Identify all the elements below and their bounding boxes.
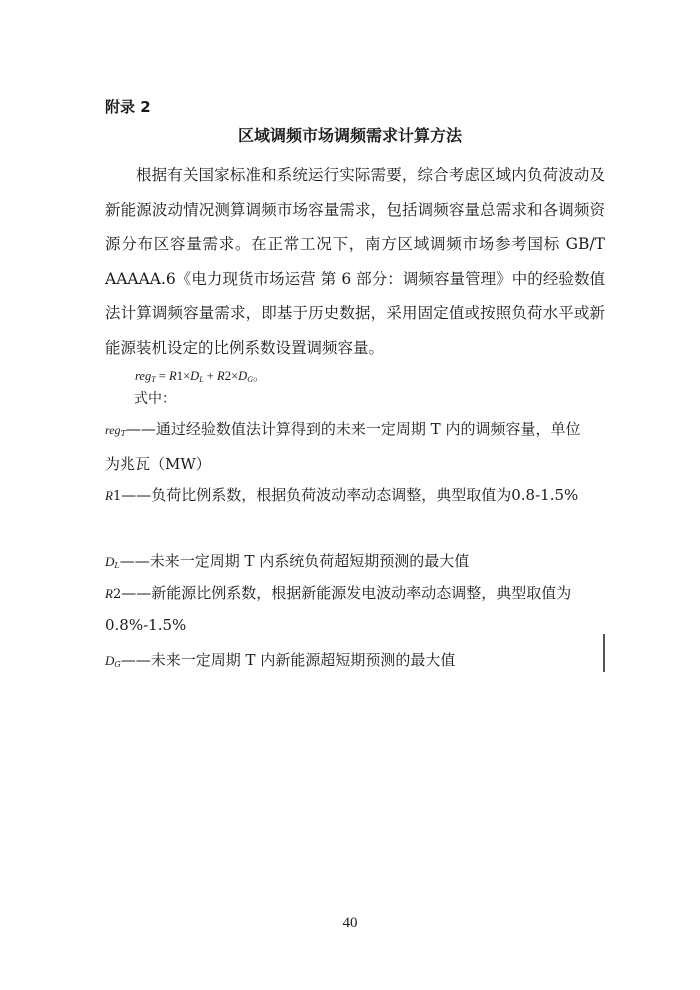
formula-plus: + <box>203 369 217 383</box>
def-symbol-sub: G <box>114 660 121 669</box>
def-symbol: D <box>105 653 115 668</box>
formula-lhs: reg <box>135 369 152 383</box>
definition-dg <box>105 645 595 680</box>
formula-times2: × <box>231 369 239 383</box>
def-symbol-sub: L <box>114 561 120 570</box>
page-number: 40 <box>342 915 358 931</box>
where-label: 式中： <box>134 391 176 407</box>
formula-dl: D <box>190 369 200 383</box>
formula-r1: R <box>168 369 177 383</box>
def-symbol: R <box>105 488 113 503</box>
formula-dg-sub: G <box>247 375 253 384</box>
page-title: 区域调频市场调频需求计算方法 <box>237 126 462 145</box>
def-symbol-sub: T <box>120 429 126 438</box>
formula-times1: × <box>183 369 191 383</box>
def-text: ——新能源比例系数，根据新能源发电波动率动态调整，典型取值为 0.8%-1.5% <box>105 584 572 634</box>
formula-end: 。 <box>252 369 266 383</box>
intro-paragraph: 根据有关国家标准和系统运行实际需要，综合考虑区域内负荷波动及新能源波动情况测算调频市场容量需求，包括调频容量总需求和各调频资源分布区容量需求。在正常工况下，南方区域调频市场参考国标 GB/T AAAAA.6《电力现货市场运营 第 6 部分：调频容量管理》中的经验数值法计算调频容量需求，即基于历史数据，采用固定值或按照负荷水平或新能源装机设定的比例系数设置调频容量。 <box>105 166 605 357</box>
definition-r2 <box>105 578 595 640</box>
formula-r2: R <box>216 369 225 383</box>
def-symbol: reg <box>105 423 121 437</box>
definition-r1 <box>105 480 595 512</box>
formula-dl-sub: L <box>199 375 204 384</box>
formula-r1-sub: 1 <box>176 368 184 383</box>
def-symbol-sub: 1 <box>112 489 122 504</box>
formula-eq: = <box>155 369 169 383</box>
def-text: ——未来一定周期 T 内新能源超短期预测的最大值 <box>120 651 456 669</box>
formula <box>135 366 266 384</box>
def-text: ——通过经验数值法计算得到的未来一定周期 T 内的调频容量，单位为兆瓦（MW） <box>105 420 581 473</box>
definition-reg-t <box>105 414 595 479</box>
formula-lhs-sub: T <box>151 375 156 384</box>
definition-dl <box>105 546 595 581</box>
def-symbol: R <box>105 586 113 601</box>
def-symbol-sub: 2 <box>112 587 122 602</box>
formula-r2-sub: 2 <box>224 368 232 383</box>
formula-dg: D <box>238 369 248 383</box>
def-text: ——负荷比例系数，根据负荷波动率动态调整，典型取值为0.8-1.5% <box>121 486 579 504</box>
def-text: ——未来一定周期 T 内系统负荷超短期预测的最大值 <box>119 552 470 570</box>
appendix-label: 附录 2 <box>105 98 151 116</box>
def-symbol: D <box>105 554 115 569</box>
revision-bar <box>603 634 605 672</box>
